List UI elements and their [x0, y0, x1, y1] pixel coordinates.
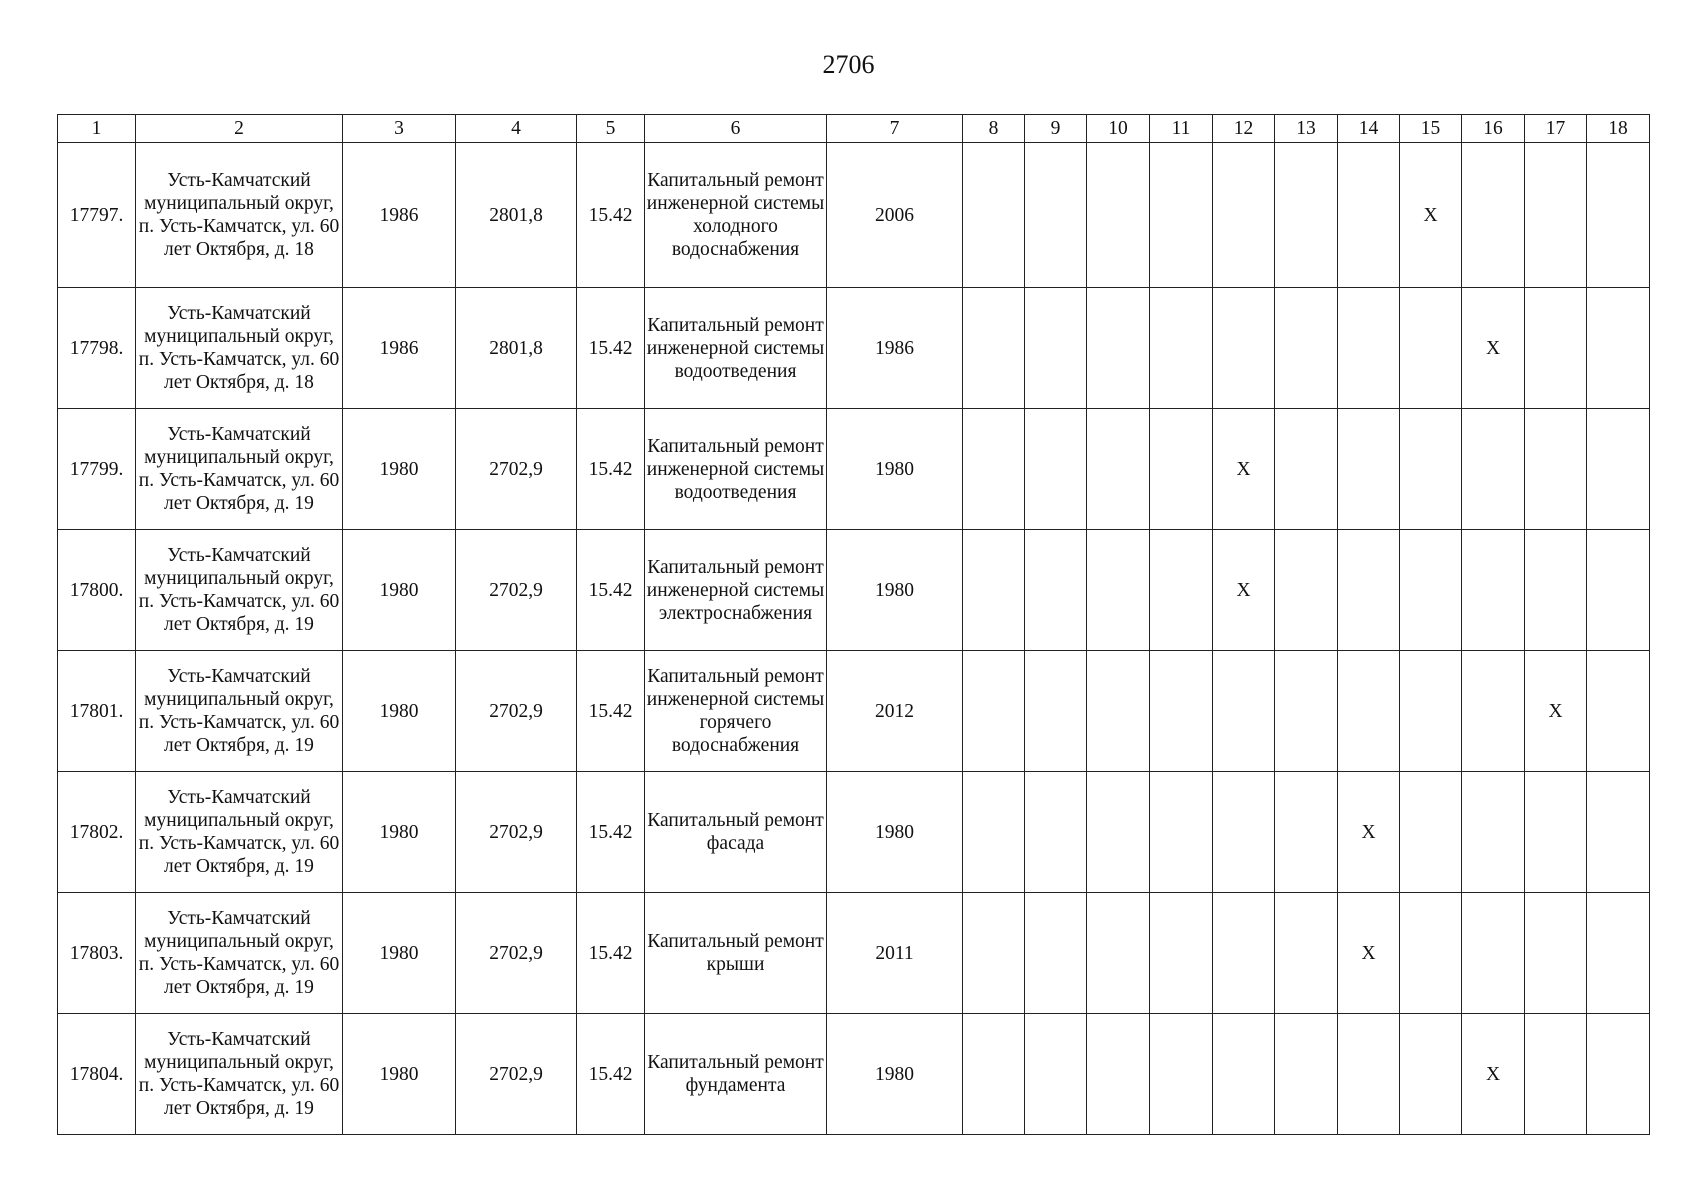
empty-cell [1525, 409, 1587, 530]
table-body [58, 143, 1650, 1135]
code-cell: 15.42 [577, 893, 645, 1014]
mark-cell: X [1462, 288, 1525, 409]
empty-cell [1338, 1014, 1400, 1135]
work-type-cell: Капитальный ремонт крыши [645, 893, 827, 1014]
address-cell: Усть-Камчатский муниципальный округ, п. Усть-Камчатск, ул. 60 лет Октября, д. 19 [136, 651, 343, 772]
empty-cell [1025, 772, 1087, 893]
empty-cell [1025, 409, 1087, 530]
empty-cell [1587, 409, 1650, 530]
work-type-cell: Капитальный ремонт инженерной системы холодного водоснабжения [645, 143, 827, 288]
empty-cell [1462, 143, 1525, 288]
column-header-3: 3 [343, 115, 456, 143]
empty-cell [1150, 893, 1213, 1014]
area-cell: 2702,9 [456, 409, 577, 530]
area-cell: 2702,9 [456, 651, 577, 772]
empty-cell [1338, 409, 1400, 530]
empty-cell [1150, 1014, 1213, 1135]
mark-cell: X [1338, 772, 1400, 893]
address-cell: Усть-Камчатский муниципальный округ, п. Усть-Камчатск, ул. 60 лет Октября, д. 19 [136, 1014, 343, 1135]
year-cell: 1986 [827, 288, 963, 409]
address-cell: Усть-Камчатский муниципальный округ, п. Усть-Камчатск, ул. 60 лет Октября, д. 19 [136, 530, 343, 651]
empty-cell [1087, 893, 1150, 1014]
build-year-cell: 1980 [343, 893, 456, 1014]
row-number-cell: 17799. [58, 409, 136, 530]
address-cell: Усть-Камчатский муниципальный округ, п. Усть-Камчатск, ул. 60 лет Октября, д. 18 [136, 288, 343, 409]
empty-cell [963, 893, 1025, 1014]
column-header-4: 4 [456, 115, 577, 143]
column-header-10: 10 [1087, 115, 1150, 143]
empty-cell [1087, 530, 1150, 651]
empty-cell [1025, 530, 1087, 651]
column-header-6: 6 [645, 115, 827, 143]
year-cell: 2012 [827, 651, 963, 772]
build-year-cell: 1986 [343, 143, 456, 288]
column-header-1: 1 [58, 115, 136, 143]
column-header-12: 12 [1213, 115, 1275, 143]
empty-cell [1025, 893, 1087, 1014]
empty-cell [1087, 651, 1150, 772]
empty-cell [1150, 772, 1213, 893]
empty-cell [1587, 893, 1650, 1014]
page-number: 2706 [822, 50, 875, 79]
table-row [58, 772, 1650, 893]
work-type-cell: Капитальный ремонт фасада [645, 772, 827, 893]
empty-cell [1525, 893, 1587, 1014]
year-cell: 1980 [827, 1014, 963, 1135]
code-cell: 15.42 [577, 143, 645, 288]
column-header-8: 8 [963, 115, 1025, 143]
mark-cell: X [1400, 143, 1462, 288]
empty-cell [1025, 651, 1087, 772]
empty-cell [1087, 1014, 1150, 1135]
empty-cell [1400, 772, 1462, 893]
empty-cell [1587, 288, 1650, 409]
empty-cell [963, 530, 1025, 651]
empty-cell [1338, 143, 1400, 288]
empty-cell [963, 651, 1025, 772]
mark-cell: X [1213, 409, 1275, 530]
empty-cell [1525, 530, 1587, 651]
empty-cell [1338, 288, 1400, 409]
work-type-cell: Капитальный ремонт инженерной системы горячего водоснабжения [645, 651, 827, 772]
header-row [58, 115, 1650, 143]
empty-cell [1087, 409, 1150, 530]
empty-cell [1150, 530, 1213, 651]
empty-cell [1462, 409, 1525, 530]
table-row [58, 288, 1650, 409]
work-type-cell: Капитальный ремонт инженерной системы водоотведения [645, 409, 827, 530]
area-cell: 2702,9 [456, 772, 577, 893]
area-cell: 2801,8 [456, 143, 577, 288]
area-cell: 2702,9 [456, 530, 577, 651]
build-year-cell: 1980 [343, 772, 456, 893]
address-cell: Усть-Камчатский муниципальный округ, п. Усть-Камчатск, ул. 60 лет Октября, д. 19 [136, 893, 343, 1014]
column-header-11: 11 [1150, 115, 1213, 143]
empty-cell [1275, 772, 1338, 893]
row-number-cell: 17798. [58, 288, 136, 409]
empty-cell [1587, 1014, 1650, 1135]
mark-cell: X [1338, 893, 1400, 1014]
work-type-cell: Капитальный ремонт инженерной системы электроснабжения [645, 530, 827, 651]
empty-cell [963, 409, 1025, 530]
year-cell: 2011 [827, 893, 963, 1014]
code-cell: 15.42 [577, 1014, 645, 1135]
code-cell: 15.42 [577, 772, 645, 893]
empty-cell [1338, 651, 1400, 772]
column-header-14: 14 [1338, 115, 1400, 143]
empty-cell [1087, 772, 1150, 893]
empty-cell [1462, 893, 1525, 1014]
empty-cell [1587, 143, 1650, 288]
empty-cell [1025, 288, 1087, 409]
empty-cell [1275, 893, 1338, 1014]
build-year-cell: 1986 [343, 288, 456, 409]
empty-cell [1213, 651, 1275, 772]
empty-cell [1587, 772, 1650, 893]
table-header [58, 115, 1650, 143]
empty-cell [1275, 1014, 1338, 1135]
mark-cell: X [1213, 530, 1275, 651]
empty-cell [1275, 651, 1338, 772]
build-year-cell: 1980 [343, 1014, 456, 1135]
registry-table [57, 114, 1650, 1135]
code-cell: 15.42 [577, 530, 645, 651]
empty-cell [1275, 143, 1338, 288]
empty-cell [1400, 530, 1462, 651]
empty-cell [1213, 772, 1275, 893]
column-header-5: 5 [577, 115, 645, 143]
mark-cell: X [1462, 1014, 1525, 1135]
empty-cell [1462, 772, 1525, 893]
empty-cell [963, 288, 1025, 409]
table-row [58, 409, 1650, 530]
empty-cell [1525, 143, 1587, 288]
code-cell: 15.42 [577, 651, 645, 772]
empty-cell [1275, 530, 1338, 651]
empty-cell [1587, 651, 1650, 772]
empty-cell [1525, 1014, 1587, 1135]
column-header-13: 13 [1275, 115, 1338, 143]
year-cell: 2006 [827, 143, 963, 288]
column-header-16: 16 [1462, 115, 1525, 143]
build-year-cell: 1980 [343, 530, 456, 651]
column-header-18: 18 [1587, 115, 1650, 143]
empty-cell [1462, 651, 1525, 772]
row-number-cell: 17801. [58, 651, 136, 772]
column-header-2: 2 [136, 115, 343, 143]
row-number-cell: 17804. [58, 1014, 136, 1135]
build-year-cell: 1980 [343, 409, 456, 530]
empty-cell [1587, 530, 1650, 651]
empty-cell [963, 143, 1025, 288]
area-cell: 2702,9 [456, 893, 577, 1014]
empty-cell [1400, 409, 1462, 530]
table-row [58, 651, 1650, 772]
work-type-cell: Капитальный ремонт инженерной системы водоотведения [645, 288, 827, 409]
empty-cell [1400, 288, 1462, 409]
empty-cell [1213, 288, 1275, 409]
empty-cell [1275, 409, 1338, 530]
table-row [58, 143, 1650, 288]
area-cell: 2702,9 [456, 1014, 577, 1135]
empty-cell [1150, 651, 1213, 772]
table-row [58, 1014, 1650, 1135]
table-row [58, 530, 1650, 651]
empty-cell [1338, 530, 1400, 651]
empty-cell [1400, 1014, 1462, 1135]
empty-cell [963, 772, 1025, 893]
row-number-cell: 17800. [58, 530, 136, 651]
empty-cell [1213, 1014, 1275, 1135]
address-cell: Усть-Камчатский муниципальный округ, п. Усть-Камчатск, ул. 60 лет Октября, д. 18 [136, 143, 343, 288]
column-header-7: 7 [827, 115, 963, 143]
year-cell: 1980 [827, 530, 963, 651]
code-cell: 15.42 [577, 409, 645, 530]
empty-cell [1275, 288, 1338, 409]
row-number-cell: 17803. [58, 893, 136, 1014]
work-type-cell: Капитальный ремонт фундамента [645, 1014, 827, 1135]
empty-cell [1150, 409, 1213, 530]
column-header-9: 9 [1025, 115, 1087, 143]
mark-cell: X [1525, 651, 1587, 772]
address-cell: Усть-Камчатский муниципальный округ, п. Усть-Камчатск, ул. 60 лет Октября, д. 19 [136, 772, 343, 893]
address-cell: Усть-Камчатский муниципальный округ, п. Усть-Камчатск, ул. 60 лет Октября, д. 19 [136, 409, 343, 530]
year-cell: 1980 [827, 772, 963, 893]
row-number-cell: 17802. [58, 772, 136, 893]
row-number-cell: 17797. [58, 143, 136, 288]
empty-cell [1150, 143, 1213, 288]
empty-cell [963, 1014, 1025, 1135]
year-cell: 1980 [827, 409, 963, 530]
empty-cell [1087, 288, 1150, 409]
build-year-cell: 1980 [343, 651, 456, 772]
table-row [58, 893, 1650, 1014]
empty-cell [1400, 893, 1462, 1014]
area-cell: 2801,8 [456, 288, 577, 409]
code-cell: 15.42 [577, 288, 645, 409]
column-header-17: 17 [1525, 115, 1587, 143]
empty-cell [1462, 530, 1525, 651]
empty-cell [1525, 772, 1587, 893]
empty-cell [1087, 143, 1150, 288]
empty-cell [1213, 893, 1275, 1014]
empty-cell [1150, 288, 1213, 409]
empty-cell [1025, 143, 1087, 288]
column-header-15: 15 [1400, 115, 1462, 143]
empty-cell [1525, 288, 1587, 409]
empty-cell [1400, 651, 1462, 772]
empty-cell [1025, 1014, 1087, 1135]
empty-cell [1213, 143, 1275, 288]
